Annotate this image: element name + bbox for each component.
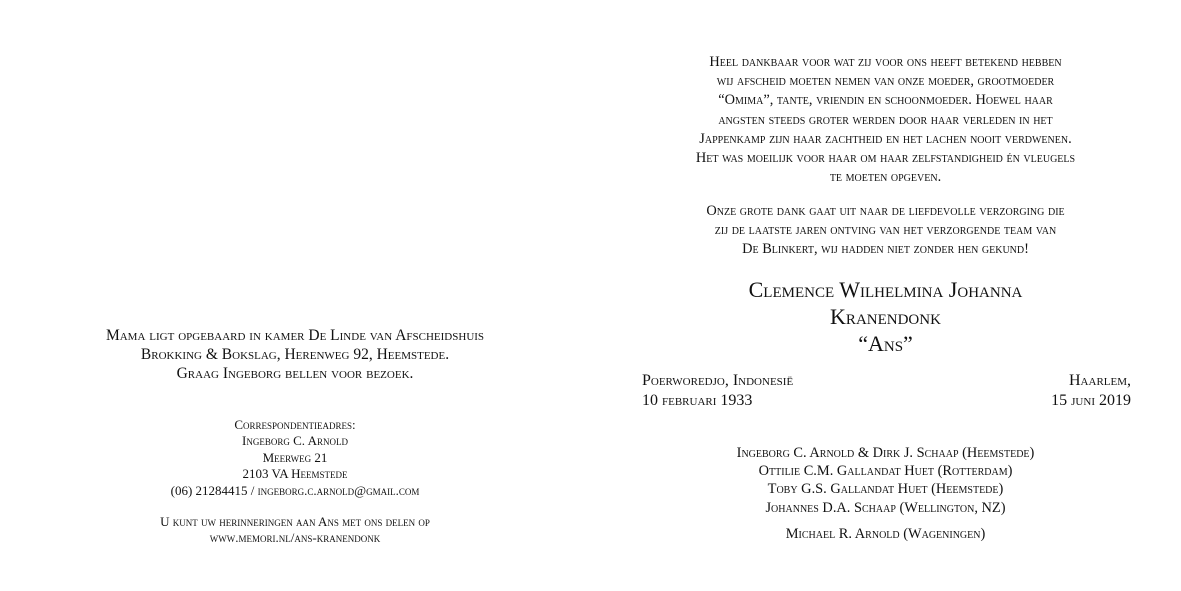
viewing-info <box>0 326 590 383</box>
family-member: Ottilie C.M. Gallandat Huet (Rotterdam) <box>758 463 1013 480</box>
paragraph-line: De Blinkert, wij hadden niet zonder hen gekund! <box>742 241 1029 258</box>
family-member: Johannes D.A. Schaap (Wellington, NZ) <box>765 499 1006 516</box>
family-member: Ingeborg C. Arnold & Dirk J. Schaap (Heemstede) <box>736 445 1035 461</box>
family-member: Michael R. Arnold (Wageningen) <box>785 526 986 542</box>
gratitude-paragraph <box>590 53 1181 187</box>
left-page <box>0 0 590 591</box>
family-member-last <box>590 525 1181 543</box>
birth-info <box>642 371 793 410</box>
deceased-name <box>590 276 1181 357</box>
paragraph-line: Onze grote dank gaat uit naar de liefdevolle verzorging die <box>706 203 1065 219</box>
paragraph-line: Heel dankbaar voor wat zij voor ons heeft betekend hebben <box>709 54 1062 70</box>
surname: Kranendonk <box>830 304 941 329</box>
family-list <box>590 444 1181 517</box>
death-info <box>1051 371 1131 410</box>
memories-note <box>0 514 590 547</box>
address-street: Meerweg 21 <box>262 449 328 465</box>
full-name: Clemence Wilhelmina Johanna <box>748 277 1023 302</box>
address-heading: Correspondentieadres: <box>234 417 356 432</box>
paragraph-line: wij afscheid moeten nemen van onze moeder, grootmoeder <box>716 73 1055 90</box>
address-phone-email: (06) 21284415 / ingeborg.c.arnold@gmail.com <box>170 482 420 498</box>
address-city: 2103 VA Heemstede <box>242 466 348 482</box>
paragraph-line: Het was moeilijk voor haar om haar zelfstandigheid én vleugels <box>695 150 1076 167</box>
nickname: “Ans” <box>858 331 913 356</box>
death-date: 15 juni 2019 <box>1051 391 1131 409</box>
paragraph-line: zij de laatste jaren ontving van het verzorgende team van <box>714 222 1057 239</box>
family-member: Toby G.S. Gallandat Huet (Heemstede) <box>767 481 1004 498</box>
paragraph-line: Jappenkamp zijn haar zachtheid en het lachen nooit verdwenen. <box>699 130 1072 147</box>
death-place: Haarlem, <box>1069 372 1131 389</box>
viewing-info-line: Graag Ingeborg bellen voor bezoek. <box>176 365 414 382</box>
address-name: Ingeborg C. Arnold <box>242 433 348 449</box>
memories-text: U kunt uw herinneringen aan Ans met ons delen op <box>160 514 430 529</box>
viewing-info-line: Brokking & Bokslag, Herenweg 92, Heemstede. <box>140 346 450 363</box>
thanks-paragraph <box>590 202 1181 260</box>
memories-url: www.memori.nl/ans-kranendonk <box>209 530 381 546</box>
birth-date: 10 februari 1933 <box>642 391 753 409</box>
paragraph-line: “Omima”, tante, vriendin en schoonmoeder. Hoewel haar <box>718 92 1053 109</box>
paragraph-line: angsten steeds groter werden door haar verleden in het <box>718 111 1053 128</box>
birth-place: Poerworedjo, Indonesië <box>642 372 794 389</box>
paragraph-line: te moeten opgeven. <box>829 169 942 186</box>
right-page <box>590 0 1181 591</box>
viewing-info-line: Mama ligt opgebaard in kamer De Linde van Afscheidshuis <box>105 327 485 344</box>
correspondence-address <box>0 417 590 499</box>
